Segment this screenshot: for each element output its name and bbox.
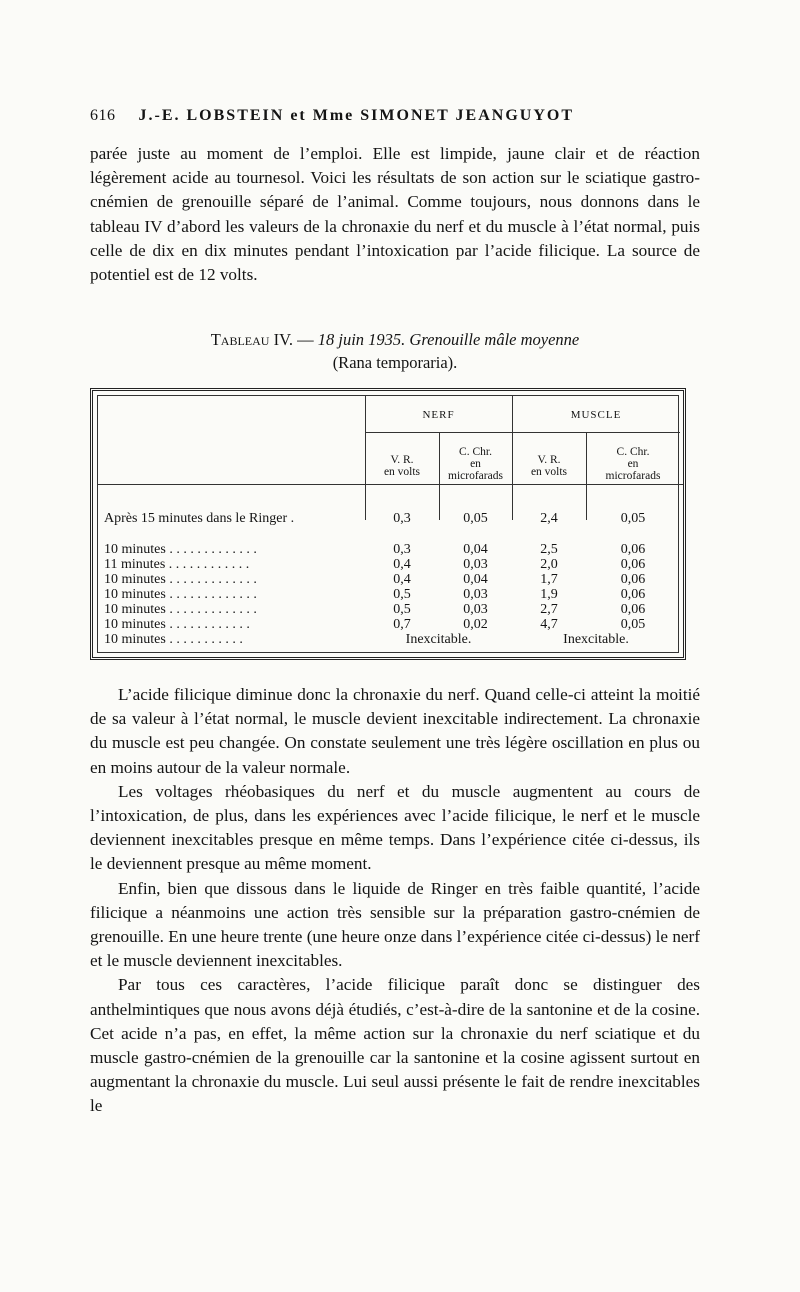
subheader-vr-line1: V. R.: [390, 454, 414, 466]
subheader-cchr-line2: en: [470, 458, 481, 470]
caption-species: (Rana temporaria).: [332, 353, 458, 372]
subheader-muscle-cchr: [586, 446, 680, 482]
cell-muscle-cchr: 0,06: [620, 557, 646, 572]
table-caption: [90, 328, 700, 374]
body-paragraph: Les voltages rhéobasiques du nerf et du muscle augmentent au cours de l’intoxication, de plus, dans les expériences avec l’acide filicique, le nerf et le muscle deviennent inexcitables presque en même temps. Dans l’expérience citée ci-dessus, ils le deviennent presque au même moment.: [90, 781, 700, 874]
body-paragraph: Enfin, bien que dissous dans le liquide de Ringer en très faible quantité, l’acide filicique a néanmoins une action très sensible sur la préparation gastro-cnémien de grenouille. En une heure trente (une heure onze dans l’expérience citée ci-dessus) le nerf et le muscle deviennent inexcitables.: [90, 878, 700, 971]
header-nerf: NERF: [422, 409, 455, 421]
intro-paragraph: parée juste au moment de l’emploi. Elle est limpide, jaune clair et de réaction légèrement acide au tournesol. Voici les résultats de son action sur le sciatique gastro-cnémien de grenouille séparé de l’animal. Comme toujours, nous donnons dans le tableau IV d’abord les valeurs de la chronaxie du nerf et du muscle à l’état normal, puis celle de dix en dix minutes pendant l’intoxication par l’acide filicique. La source de potentiel est de 12 volts.: [90, 144, 700, 285]
subheader-divider: [98, 484, 683, 485]
cell-nerf-vr: 0,4: [393, 557, 411, 572]
cell-muscle-cchr: 0,06: [620, 587, 646, 602]
table-row-label: 11 minutes . . . . . . . . . . . .: [104, 557, 250, 572]
subheader-nerf-vr: [365, 454, 439, 478]
subheader-vr-line2: en volts: [383, 466, 421, 478]
cell-nerf-inexcitable: Inexcitable.: [405, 632, 472, 647]
table-row-label: 10 minutes . . . . . . . . . . .: [104, 632, 243, 647]
header-divider: [365, 432, 680, 433]
cell-muscle-vr: 2,0: [540, 557, 558, 572]
table-row-label: 10 minutes . . . . . . . . . . . . .: [104, 542, 257, 557]
cell-muscle-cchr: 0,06: [620, 572, 646, 587]
running-head: [90, 107, 705, 125]
body-paragraph: Par tous ces caractères, l’acide filicique paraît donc se distinguer des anthelmintiques que nous avons déjà étudiés, c’est-à-dire de la santonine et de la cosine. Cet acide n’a pas, en effet, la même action sur la chronaxie du nerf sciatique et du muscle gastro-cnémien de la grenouille car la santonine et la cosine agissent surtout en augmentant la chronaxie du muscle. Lui seul aussi présente le fait de rendre inexcitables le: [90, 975, 700, 1116]
cell-muscle-cchr: 0,06: [620, 602, 646, 617]
cell-nerf-cchr: 0,02: [463, 617, 488, 632]
subheader-cchr-line1: C. Chr.: [459, 446, 492, 458]
cell-nerf-cchr: 0,04: [463, 572, 488, 587]
header-muscle: MUSCLE: [570, 409, 622, 421]
subheader-cchr-line3: microfarads: [448, 470, 503, 482]
data-table: [90, 388, 686, 660]
caption-label: Tableau IV.: [210, 330, 293, 349]
cell-muscle-cchr: 0,06: [620, 542, 646, 557]
cell-muscle-cchr: 0,05: [620, 511, 646, 526]
cell-muscle-vr: 1,9: [540, 587, 558, 602]
subheader-cchr-line2: en: [627, 458, 639, 470]
table-row-label: 10 minutes . . . . . . . . . . . . .: [104, 587, 257, 602]
cell-nerf-vr: 0,7: [393, 617, 411, 632]
caption-title: 18 juin 1935. Grenouille mâle moyenne: [317, 330, 580, 349]
cell-muscle-vr: 2,5: [540, 542, 558, 557]
cell-muscle-vr: 2,7: [540, 602, 558, 617]
subheader-cchr-line3: microfarads: [605, 470, 661, 482]
subheader-muscle-vr: [512, 454, 586, 478]
cell-nerf-cchr: 0,04: [463, 542, 488, 557]
cell-nerf-cchr: 0,05: [463, 511, 488, 526]
cell-nerf-vr: 0,3: [393, 511, 411, 526]
cell-nerf-vr: 0,3: [393, 542, 411, 557]
table-row-label: 10 minutes . . . . . . . . . . . . .: [104, 572, 257, 587]
cell-muscle-vr: 2,4: [540, 511, 558, 526]
intro-paragraph-block: [90, 142, 700, 287]
body-text: [90, 683, 700, 1119]
subheader-vr-line1: V. R.: [537, 454, 561, 466]
data-table-inner: [97, 395, 679, 653]
cell-nerf-vr: 0,5: [393, 587, 411, 602]
cell-nerf-cchr: 0,03: [463, 587, 488, 602]
page-number: 616: [90, 107, 116, 124]
cell-muscle-inexcitable: Inexcitable.: [563, 632, 629, 647]
cell-nerf-cchr: 0,03: [463, 557, 488, 572]
table-row-label: 10 minutes . . . . . . . . . . . .: [104, 617, 250, 632]
table-row-label: Après 15 minutes dans le Ringer .: [104, 511, 295, 526]
cell-nerf-vr: 0,4: [393, 572, 411, 587]
table-row-label: 10 minutes . . . . . . . . . . . . .: [104, 602, 257, 617]
subheader-nerf-cchr: [439, 446, 512, 482]
caption-dash: —: [293, 330, 318, 349]
cell-nerf-vr: 0,5: [393, 602, 411, 617]
running-head-authors: J.-E. LOBSTEIN et Mme SIMONET JEANGUYOT: [138, 107, 575, 124]
subheader-vr-line2: en volts: [530, 466, 568, 478]
cell-muscle-vr: 1,7: [540, 572, 558, 587]
subheader-cchr-line1: C. Chr.: [616, 446, 650, 458]
cell-nerf-cchr: 0,03: [463, 602, 488, 617]
cell-muscle-vr: 4,7: [540, 617, 558, 632]
cell-muscle-cchr: 0,05: [620, 617, 646, 632]
body-paragraph: L’acide filicique diminue donc la chronaxie du nerf. Quand celle-ci atteint la moitié de sa valeur à l’état normal, le muscle devient inexcitable indirectement. La chronaxie du muscle est peu changée. On constate seulement une très légère oscillation en plus ou en moins autour de la valeur normale.: [90, 685, 700, 777]
